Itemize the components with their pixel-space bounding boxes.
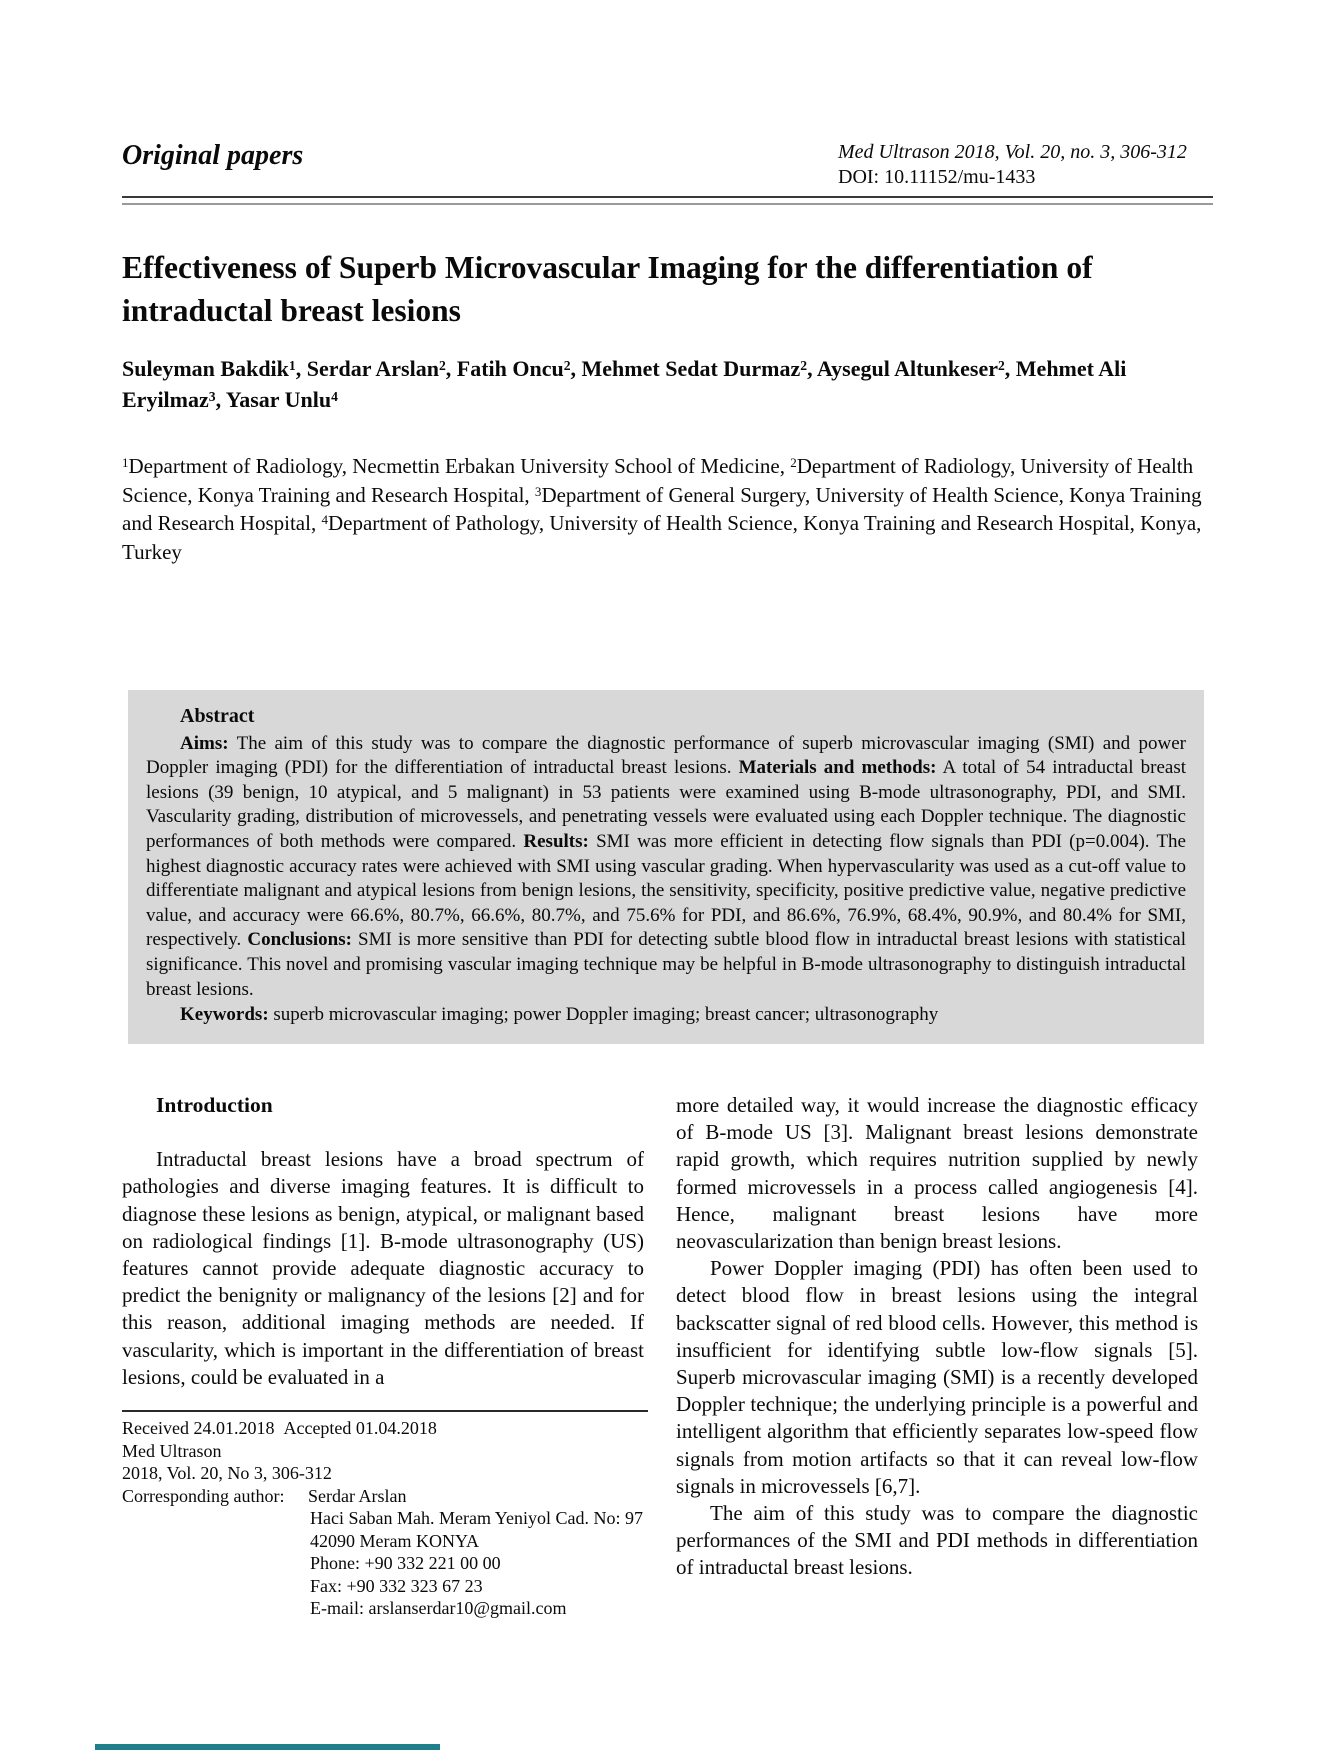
doi-line: DOI: 10.11152/mu-1433	[838, 166, 1036, 188]
introduction-heading: Introduction	[156, 1093, 273, 1117]
journal-info	[838, 140, 1208, 190]
abstract-heading: Abstract	[180, 705, 255, 727]
left-column	[122, 1092, 644, 1391]
received-line: Received 24.01.2018 Accepted 01.04.2018	[122, 1418, 437, 1438]
header-rule	[122, 196, 1213, 205]
author: Fatih Oncu$^2$,	[456, 356, 582, 381]
author: Mehmet Ali Eryilmaz$^3$,	[122, 356, 1127, 412]
footnote-block	[122, 1410, 648, 1620]
address-line: Fax: +90 332 323 67 23	[310, 1575, 483, 1596]
address-line: Phone: +90 332 221 00 00	[310, 1553, 501, 1573]
journal-citation: Med Ultrason 2018, Vol. 20, no. 3, 306-312	[838, 141, 1187, 163]
affiliations: $^1$Department of Radiology, Necmettin Erbakan University School of Medicine, $^2$Department of Radiology, University of Health Science, Konya Training and Research Hospital, $^3$Department of General Surgery, University of Health Science, Konya Training and Research Hospital, $^4$Department of Pathology, University of Health Science, Konya Training and Research Hospital, Konya, Turkey	[122, 454, 1202, 564]
author: Suleyman Bakdik$^1$,	[122, 356, 307, 381]
address-line: E-mail: arslanserdar10@gmail.com	[310, 1598, 567, 1618]
address-line: 42090 Meram KONYA	[310, 1530, 479, 1551]
article-title: Effectiveness of Superb Microvascular Imaging for the differentiation of intraductal breast lesions	[122, 250, 1093, 328]
author: Serdar Arslan$^2$,	[306, 356, 457, 381]
footnote-issue-line: 2018, Vol. 20, No 3, 306-312	[122, 1463, 332, 1483]
author-list	[122, 353, 1127, 415]
footnote-journal-name: Med Ultrason	[122, 1440, 222, 1461]
corresponding-details	[310, 1507, 648, 1620]
author: Mehmet Sedat Durmaz$^2$,	[581, 356, 817, 381]
author: Yasar Unlu$^4$	[225, 387, 338, 412]
section-label: Original papers	[122, 140, 304, 171]
corresponding-label: Corresponding author:	[122, 1485, 285, 1506]
address-line: Haci Saban Mah. Meram Yeniyol Cad. No: 97	[310, 1508, 643, 1528]
header-rule-top	[122, 196, 1213, 198]
keywords-label: Keywords:	[180, 1004, 269, 1026]
header-rule-bottom	[122, 203, 1213, 205]
corresponding-name: Serdar Arslan	[308, 1485, 407, 1506]
abstract-box	[128, 690, 1204, 1044]
right-column	[676, 1092, 1198, 1582]
intro-paragraph-left: Intraductal breast lesions have a broad spectrum of pathologies and diverse imaging features. It is difficult to diagnose these lesions as benign, atypical, or malignant based on radiological findings [1]. B-mode ultrasonography (US) features cannot provide adequate diagnostic accuracy to predict the benignity or malignancy of the lesions [2] and for this reason, additional imaging methods are needed. If vascularity, which is important in the differentiation of breast lesions, could be evaluated in a	[122, 1147, 644, 1389]
author: Aysegul Altunkeser$^2$,	[816, 356, 1016, 381]
footer-accent-bar	[95, 1744, 440, 1750]
abstract-keywords: Keywords: superb microvascular imaging; power Doppler imaging; breast cancer; ultrasonography	[180, 1004, 939, 1026]
abstract-body: Aims: The aim of this study was to compare the diagnostic performance of superb microvascular imaging (SMI) and power Doppler imaging (PDI) for the differentiation of intraductal breast lesions. Materials and methods: A total of 54 intraductal breast lesions (39 benign, 10 atypical, and 5 malignant) in 53 patients were examined using B-mode ultrasonography, PDI, and SMI. Vascularity grading, distribution of microvessels, and penetrating vessels were evaluated using each Doppler technique. The diagnostic performances of both methods were compared. Results: SMI was more efficient in detecting flow signals than PDI (p=0.004). The highest diagnostic accuracy rates were achieved with SMI using vascular grading. When hypervascularity was used as a cut-off value to differentiate malignant and atypical lesions from benign lesions, the sensitivity, specificity, positive predictive value, negative predictive value, and accuracy were 66.6%, 80.7%, 66.6%, 80.7%, and 75.6% for PDI, and 86.6%, 76.9%, 68.4%, 90.9%, and 80.4% for SMI, respectively. Conclusions: SMI is more sensitive than PDI for detecting subtle blood flow in intraductal breast lesions with statistical significance. This novel and promising vascular imaging technique may be helpful in B-mode ultrasonography to distinguish intraductal breast lesions.	[146, 732, 1186, 1000]
intro-paragraph-right-3: The aim of this study was to compare the diagnostic performances of the SMI and PDI methods in differentiation of intraductal breast lesions.	[676, 1501, 1198, 1580]
intro-paragraph-right-1: more detailed way, it would increase the diagnostic efficacy of B-mode US [3]. Malignant breast lesions demonstrate rapid growth, which requires nutrition supplied by newly formed microvessels in a process called angiogenesis [4]. Hence, malignant breast lesions have more neovascularization than benign breast lesions.	[676, 1093, 1198, 1254]
intro-paragraph-right-2: Power Doppler imaging (PDI) has often been used to detect blood flow in breast lesions using the integral backscatter signal of red blood cells. However, this method is insufficient for identifying subtle low-flow signals [5]. Superb microvascular imaging (SMI) is a recently developed Doppler technique; the underlying principle is a powerful and intelligent algorithm that efficiently separates low-speed flow signals from motion artifacts so that it can reveal low-flow signals in microvessels [6,7].	[676, 1256, 1198, 1498]
corresponding-row	[122, 1485, 648, 1508]
